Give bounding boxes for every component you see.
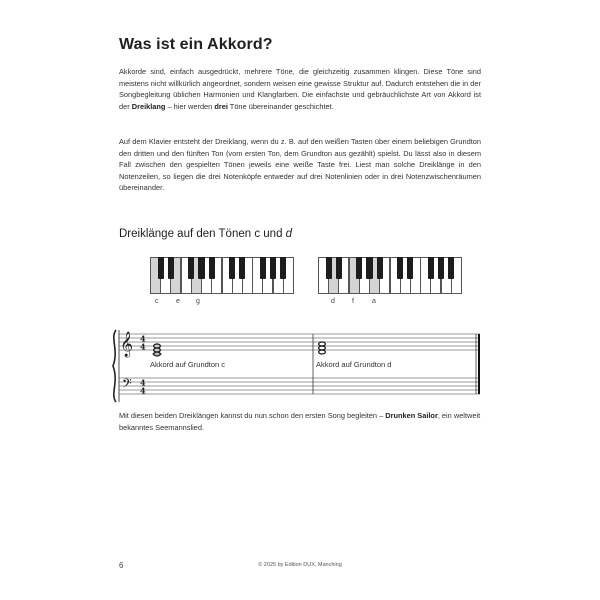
black-key (428, 257, 434, 279)
closing-text-1: Mit diesen beiden Dreiklängen kannst du nun schon den ersten Song begleiten – (119, 411, 386, 420)
key-label-d: d (331, 298, 335, 305)
black-key (438, 257, 444, 279)
black-key (326, 257, 332, 279)
key-label-g: g (196, 298, 200, 305)
time-sig-top-treble: 4 (140, 333, 146, 344)
song-title: Drunken Sailor (385, 411, 438, 420)
subheading-italic: d (285, 228, 293, 240)
treble-staff (119, 334, 480, 350)
black-key (377, 257, 383, 279)
grand-staff (110, 326, 482, 406)
chord-label-d: Akkord auf Grundton d (316, 360, 392, 369)
copyright-notice: © 2025 by Edition DUX, Manching (258, 562, 342, 568)
chord-label-c: Akkord auf Grundton c (150, 360, 226, 369)
black-key (336, 257, 342, 279)
bass-staff (119, 378, 480, 394)
closing-text-2: , ein weltweit bekanntes Seemannslied. (119, 411, 481, 432)
intro-text-2: – hier werden (165, 101, 215, 111)
piano-keyboard-d (318, 257, 461, 294)
page-number: 6 (119, 561, 124, 570)
chord-d (319, 342, 326, 354)
black-key (158, 257, 164, 279)
intro-text-3: Töne übereinander geschichtet. (227, 101, 334, 111)
key-label-c: c (155, 298, 159, 305)
black-key (356, 257, 362, 279)
treble-clef-icon: 𝄞 (120, 332, 134, 357)
black-key (168, 257, 174, 279)
section-subheading (119, 228, 292, 240)
page-title: Was ist ein Akkord? (119, 36, 273, 53)
bold-drei: drei (214, 101, 228, 111)
explanation-paragraph: Auf dem Klavier entsteht der Dreiklang, wenn du z. B. auf den weißen Tasten über einem beliebigen Grundton den dritten und den fünften Ton (vom ersten Ton, dem Grundton aus gezählt) spielst. Du lässt also in diesem Fall zwischen den gespielten Tönen jeweils eine weiße Taste frei. Liest man solche Dreiklänge in den Notenzeilen, so liegen die drei Notenköpfe entweder auf drei Notenlinien oder in drei Notenzwischenräumen übereinander. (119, 137, 481, 193)
time-sig-bottom-bass: 4 (140, 385, 146, 396)
black-key (260, 257, 266, 279)
black-key (239, 257, 245, 279)
black-key (209, 257, 215, 279)
bold-dreiklang: Dreiklang (131, 101, 166, 111)
subheading-text: Dreiklänge auf den Tönen c und (119, 228, 286, 240)
time-sig-bottom-treble: 4 (140, 341, 146, 352)
intro-paragraph (119, 66, 481, 112)
black-key (188, 257, 194, 279)
black-key (280, 257, 286, 279)
key-label-f: f (352, 298, 354, 305)
closing-paragraph (119, 410, 481, 433)
black-key (448, 257, 454, 279)
black-key (366, 257, 372, 279)
black-key (407, 257, 413, 279)
black-key (198, 257, 204, 279)
time-sig-top-bass: 4 (140, 377, 146, 388)
key-label-a: a (372, 298, 376, 305)
intro-text-1: Akkorde sind, einfach ausgedrückt, mehrere Töne, die gleichzeitig zusammen klingen. Diese Töne sind meistens nicht willkürlich angeordnet, sondern weisen eine gewisse Struktur auf. Dadurch entstehen die in der Songbegleitung üblichen Harmonien und Klangfarben. Die einfachste und gebräuchlichste Art von Akkord ist der (119, 67, 481, 111)
black-key (397, 257, 403, 279)
key-label-e: e (176, 298, 180, 305)
bass-clef-icon: 𝄢 (122, 376, 132, 394)
black-key (229, 257, 235, 279)
black-key (270, 257, 276, 279)
piano-keyboard-c (150, 257, 293, 294)
brace-icon (113, 330, 116, 402)
